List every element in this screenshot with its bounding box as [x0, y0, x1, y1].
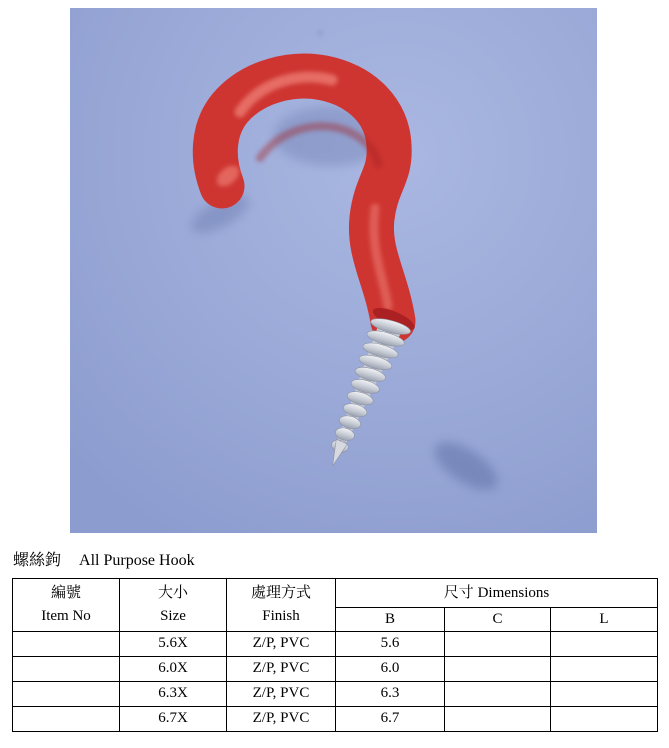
table-row [13, 631, 658, 656]
cell-dim-b: 6.7 [336, 706, 445, 731]
header-dim-b: B [336, 608, 445, 632]
header-item-no [13, 579, 120, 632]
cell-item-no [13, 681, 120, 706]
cell-dim-b: 6.0 [336, 656, 445, 681]
table-row [13, 681, 658, 706]
header-finish [227, 579, 336, 632]
cell-finish: Z/P, PVC [227, 631, 336, 656]
cell-item-no [13, 656, 120, 681]
caption-zh: 螺絲鉤 [13, 552, 62, 569]
cell-dim-b: 5.6 [336, 631, 445, 656]
cell-dim-l [551, 656, 658, 681]
backdrop-speck [317, 30, 323, 36]
cell-finish: Z/P, PVC [227, 681, 336, 706]
header-dimensions-zh: 尺寸 [443, 584, 474, 601]
cell-size: 6.3X [120, 681, 227, 706]
header-dimensions-en: Dimensions [477, 584, 550, 601]
cell-size: 6.0X [120, 656, 227, 681]
cell-dim-c [445, 631, 551, 656]
cell-finish: Z/P, PVC [227, 656, 336, 681]
header-size [120, 579, 227, 632]
caption [13, 551, 195, 571]
cell-finish: Z/P, PVC [227, 706, 336, 731]
cell-size: 5.6X [120, 631, 227, 656]
cell-item-no [13, 706, 120, 731]
cell-dim-c [445, 706, 551, 731]
hook-image [70, 8, 597, 533]
header-dimensions [336, 579, 658, 608]
header-dim-c: C [445, 608, 551, 632]
header-size-zh: 大小 [157, 585, 188, 602]
cell-dim-l [551, 706, 658, 731]
header-finish-zh: 處理方式 [250, 585, 311, 602]
cell-dim-l [551, 681, 658, 706]
header-finish-en: Finish [262, 607, 300, 624]
cell-item-no [13, 631, 120, 656]
product-photo [70, 8, 597, 533]
cell-dim-b: 6.3 [336, 681, 445, 706]
cell-size: 6.7X [120, 706, 227, 731]
header-row-1 [13, 579, 658, 608]
header-dim-l: L [551, 608, 658, 632]
cell-dim-c [445, 681, 551, 706]
header-item-no-en: Item No [41, 607, 91, 624]
spec-table [12, 578, 658, 732]
cell-dim-c [445, 656, 551, 681]
caption-en: All Purpose Hook [79, 552, 195, 569]
table-row [13, 656, 658, 681]
cell-dim-l [551, 631, 658, 656]
table-row [13, 706, 658, 731]
header-size-en: Size [160, 607, 186, 624]
header-item-no-zh: 編號 [50, 585, 81, 602]
